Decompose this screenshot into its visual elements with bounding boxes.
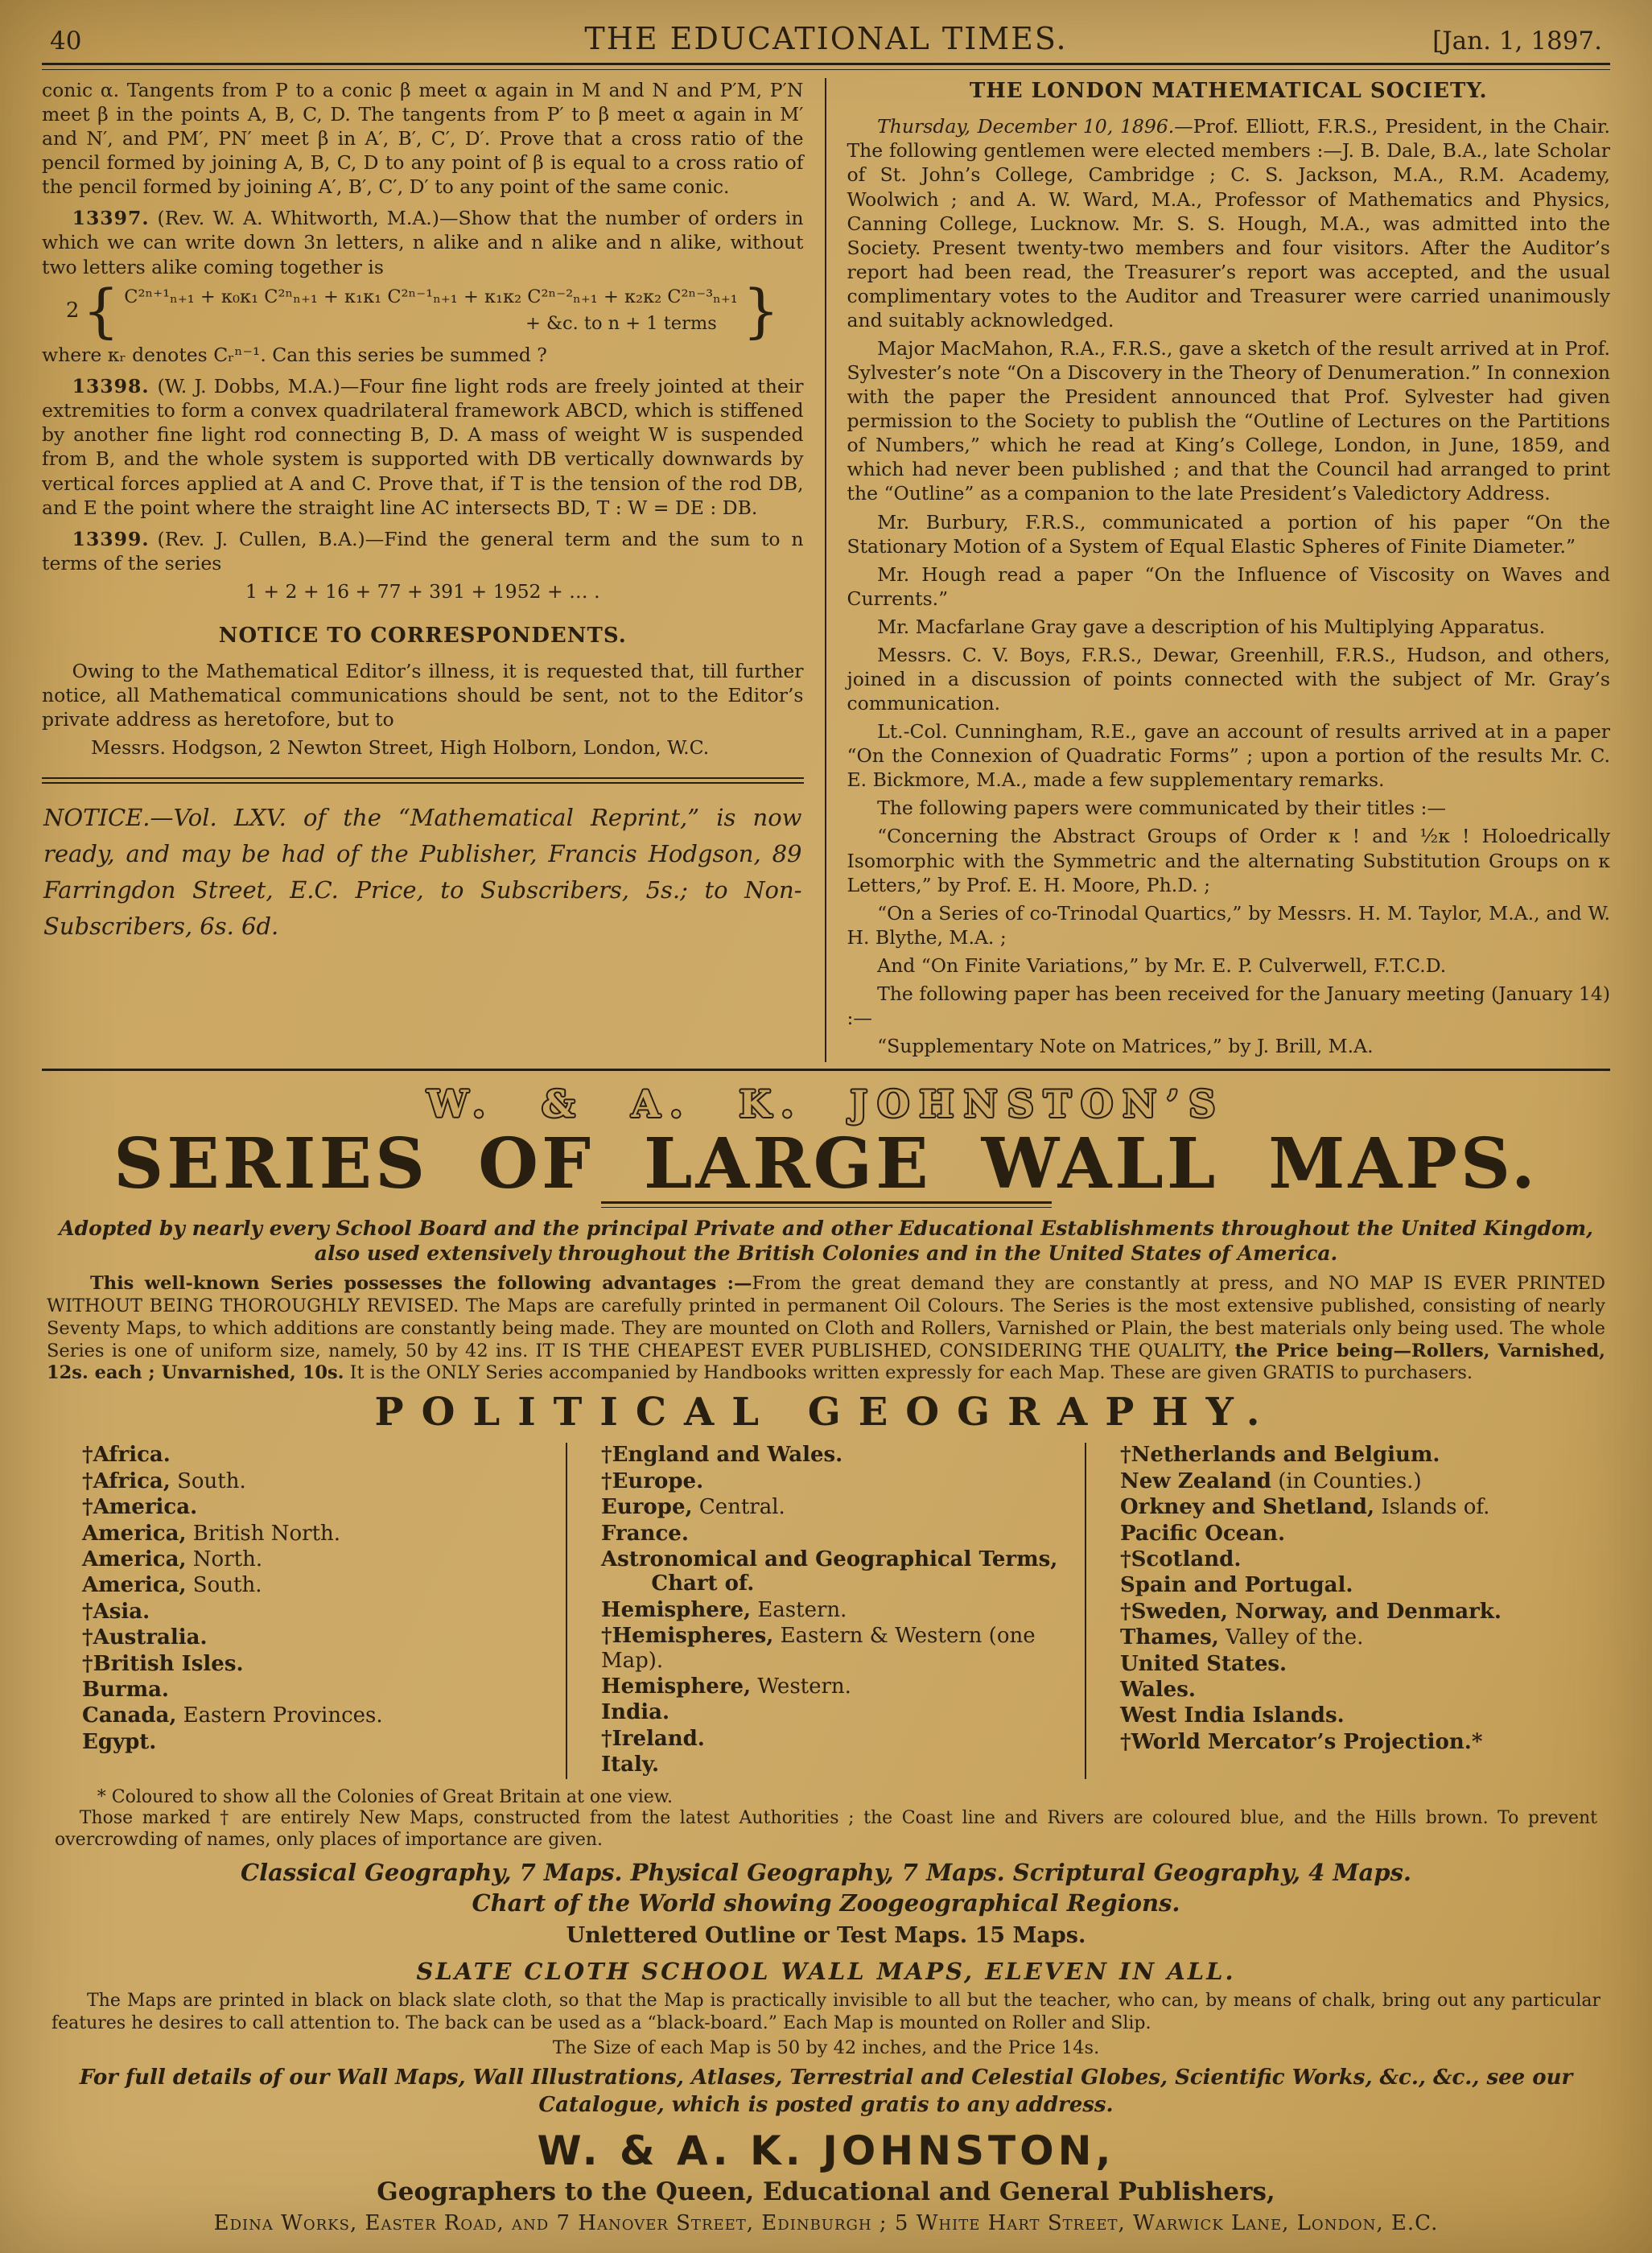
catalogue-details: For full details of our Wall Maps, Wall Illustrations, Atlases, Terrestrial and Celestial Globes, Scientific Works, &c., &c., see our Catalogue, which is posted gratis to any address. — [79, 2066, 1573, 2118]
paragraph-text: —Prof. Elliott, F.R.S., President, in the Chair. The following gentlemen were elected members :—J. B. Dale, B.A., late Scholar of St. John’s College, Cambridge ; C. S. Jackson, M.A., R.M. Academy, Woolwich ; and A. W. Ward, M.A., Professor of Mathematics and Physics, Canning College, Lucknow. Mr. S. S. Hough, M.A., was admitted into the Society. Present twenty-two members and four visitors. After the Auditor’s report had been read, the Treasurer’s report was accepted, and the usual complimentary votes to the Auditor and Treasurer were carried unanimously and suitably acknowledged. — [847, 115, 1610, 332]
map-item — [601, 1674, 1075, 1699]
map-name: †World Mercator’s Projection.* — [1120, 1729, 1483, 1754]
map-qualifier: Eastern Provinces. — [183, 1703, 383, 1728]
map-item — [82, 1703, 556, 1728]
map-name: West India Islands. — [1120, 1703, 1345, 1728]
map-name: Europe, — [601, 1495, 693, 1520]
lms-paragraph — [847, 824, 1611, 896]
lms-paragraph — [847, 719, 1611, 792]
map-qualifier: Eastern. — [757, 1597, 847, 1622]
map-name: †Africa, — [82, 1468, 171, 1493]
map-name: †Ireland. — [601, 1726, 705, 1751]
left-column — [42, 78, 826, 1062]
map-name: †Scotland. — [1120, 1547, 1242, 1571]
map-name: †Europe. — [601, 1468, 704, 1493]
lms-heading: THE LONDON MATHEMATICAL SOCIETY. — [969, 79, 1488, 103]
map-name: †British Isles. — [82, 1651, 244, 1676]
publication-title: THE EDUCATIONAL TIMES. — [584, 21, 1068, 56]
paragraph-text: Mr. Hough read a paper “On the Influence of Viscosity on Waves and Currents.” — [847, 562, 1610, 610]
page-number: 40 — [50, 27, 82, 56]
map-item — [82, 1547, 556, 1571]
problem-number: 13397. — [72, 207, 150, 230]
problem-statement — [42, 527, 804, 575]
problem-text: (Rev. J. Cullen, B.A.)—Find the general term and the sum to n terms of the series — [42, 527, 804, 575]
map-name: Burma. — [82, 1677, 169, 1702]
paragraph-text: “Concerning the Abstract Groups of Order κ ! and ½κ ! Holoedrically Isomorphic with the Symmetric and the alternating Substitution Groups on κ Letters,” by Prof. E. H. Moore, Ph.D. ; — [847, 825, 1610, 896]
advantages-price: the Price being—Rollers, Varnished, 12s. each ; Unvarnished, 10s. — [47, 1340, 1606, 1384]
map-name: America, — [82, 1547, 187, 1571]
problem-13398 — [42, 374, 804, 519]
map-qualifier: South. — [192, 1573, 262, 1598]
notice-correspondents-address: Messrs. Hodgson, 2 Newton Street, High Holborn, London, W.C. — [91, 736, 710, 760]
map-item — [601, 1469, 1075, 1493]
map-item — [82, 1652, 556, 1676]
map-item — [82, 1443, 556, 1467]
map-item — [1120, 1703, 1594, 1728]
map-name: Hemisphere, — [601, 1597, 752, 1622]
formula-coefficient: 2 — [65, 298, 80, 323]
lms-paragraph — [847, 643, 1611, 715]
lms-paragraph — [847, 982, 1611, 1030]
right-column — [826, 78, 1611, 1062]
problem-text: (Rev. W. A. Whitworth, M.A.)—Show that the number of orders in which we can write down 3n letters, n alike and n alike and n alike, without two letters alike coming together is — [42, 207, 804, 278]
map-name: †Sweden, Norway, and Denmark. — [1120, 1599, 1502, 1624]
map-item — [601, 1547, 1075, 1596]
issue-date: [Jan. 1, 1897. — [1432, 27, 1602, 56]
map-name: Egypt. — [82, 1729, 157, 1754]
map-item — [1120, 1678, 1594, 1702]
problem-statement — [42, 374, 804, 519]
map-item — [1120, 1730, 1594, 1754]
map-qualifier: Eastern & Western (one Map). — [601, 1624, 1036, 1673]
lms-paragraph — [847, 901, 1611, 949]
left-column-divider-rule — [42, 777, 804, 784]
map-item — [1120, 1495, 1594, 1519]
map-name: Canada, — [82, 1703, 177, 1728]
advantages-paragraph — [47, 1273, 1605, 1385]
advantages-lead: This well-known Series possesses the following advantages :— — [90, 1272, 752, 1294]
problem-13399 — [42, 527, 804, 603]
map-qualifier: North. — [192, 1547, 263, 1571]
lms-paragraph — [847, 1034, 1611, 1058]
lms-paragraph — [847, 336, 1611, 506]
map-item — [82, 1522, 556, 1546]
paragraph-text: Mr. Burbury, F.R.S., communicated a portion of his paper “On the Stationary Motion of a System of Equal Elastic Spheres of Finite Diameter.” — [847, 510, 1610, 558]
formula-line-2: + &c. to n + 1 terms — [525, 313, 717, 335]
map-name: Astronomical and Geographical Terms, — [601, 1547, 1058, 1571]
map-name: New Zealand — [1120, 1468, 1271, 1493]
map-name: †Asia. — [82, 1599, 150, 1624]
map-item — [82, 1573, 556, 1597]
map-item — [601, 1700, 1075, 1724]
political-geography-heading: POLITICAL GEOGRAPHY. — [374, 1390, 1278, 1435]
problem-tail: where κᵣ denotes Cᵣⁿ⁻¹. Can this series be summed ? — [42, 344, 547, 367]
masthead-rule — [42, 63, 1610, 70]
map-name-line-2: Chart of. — [651, 1571, 755, 1596]
paragraph-text: The following paper has been received for the January meeting (January 14) :— — [847, 982, 1610, 1029]
advantages-body-1: From the great demand they are constantly at press, and NO MAP IS EVER PRINTED WITHOUT BEING THOROUGHLY REVISED. The Maps are carefully printed in permanent Oil Colours. The Series is the most extensive published, consisting of nearly Seventy Maps, to which additions are constantly being made. They are mounted on Cloth and Rollers, Varnished or Plain, the best materials only being used. The whole Series is one of uniform size, namely, 50 by 42 ins. IT IS THE CHEAPEST EVER PUBLISHED, CONSIDERING THE QUALITY, — [47, 1272, 1605, 1361]
paragraph-text: Lt.-Col. Cunningham, R.E., gave an account of results arrived at in a paper “On the Connexion of Quadratic Forms” ; upon a portion of the results Mr. C. E. Bickmore, M.A., made a few supplementary remarks. — [847, 720, 1610, 792]
map-item — [82, 1730, 556, 1754]
map-item — [601, 1443, 1075, 1467]
map-item — [601, 1753, 1075, 1777]
map-item — [601, 1598, 1075, 1622]
section-separator-rule — [42, 1069, 1610, 1071]
map-name: France. — [601, 1521, 689, 1546]
meeting-date-lead: Thursday, December 10, 1896. — [877, 115, 1175, 138]
main-columns — [42, 78, 1610, 1062]
footnote-new-maps: Those marked † are entirely New Maps, constructed from the latest Authorities ; the Coast line and Rivers are coloured blue, and the Hills brown. To prevent overcrowding of names, only places of importance are given. — [55, 1808, 1597, 1851]
map-item — [1120, 1547, 1594, 1571]
paragraph-text: And “On Finite Variations,” by Mr. E. P. Culverwell, F.T.C.D. — [877, 954, 1447, 977]
map-column-3 — [1085, 1443, 1604, 1778]
map-item — [1120, 1469, 1594, 1493]
paragraph-text: “On a Series of co-Trinodal Quartics,” by Messrs. H. M. Taylor, M.A., and W. H. Blythe, M.A. ; — [847, 901, 1610, 949]
paragraph-text: The following papers were communicated by their titles :— — [877, 797, 1446, 820]
lms-paragraphs — [847, 114, 1611, 1058]
map-name: Italy. — [601, 1753, 660, 1777]
map-item — [1120, 1625, 1594, 1650]
paragraph-text: Messrs. C. V. Boys, F.R.S., Dewar, Greenhill, F.R.S., Hudson, and others, joined in a discussion of points connected with the subject of Mr. Gray’s communication. — [847, 643, 1610, 715]
slate-cloth-text: The Maps are printed in black on black slate cloth, so that the Map is practically invisible to all but the teacher, who can, by means of chalk, bring out any particular features he desires to call attention to. The back can be used as a “black-board.” Each Map is mounted on Roller and Slip. — [51, 1991, 1601, 2033]
map-item — [601, 1495, 1075, 1519]
adopted-text: Adopted by nearly every School Board and the principal Private and other Educational Establishments throughout the United Kingdom, also used extensively throughout the British Colonies and in the United States of America. — [59, 1216, 1593, 1266]
map-item — [82, 1469, 556, 1493]
notice-volume-paragraph: NOTICE.—Vol. LXV. of the “Mathematical Reprint,” is now ready, and may be had of the Publisher, Francis Hodgson, 89 Farringdon Street, E.C. Price, to Subscribers, 5s.; to Non-Subscribers, 6s. 6d. — [43, 804, 802, 941]
firm-name: W. & A. K. JOHNSTON, — [537, 2127, 1115, 2175]
close-brace: } — [742, 276, 780, 344]
map-item — [601, 1624, 1075, 1673]
map-qualifier: Valley of the. — [1226, 1625, 1364, 1650]
lms-paragraph — [847, 510, 1611, 558]
lms-paragraph — [847, 615, 1611, 639]
footnote-colonies: * Coloured to show all the Colonies of Great Britain at one view. — [97, 1786, 674, 1807]
map-item — [82, 1625, 556, 1650]
problem-13397 — [42, 206, 804, 367]
firm-address: Edina Works, Easter Road, and 7 Hanover Street, Edinburgh ; 5 White Hart Street, Warwick Lane, London, E.C. — [213, 2211, 1439, 2236]
map-item — [1120, 1573, 1594, 1597]
map-qualifier: (in Counties.) — [1278, 1468, 1422, 1493]
map-item — [601, 1522, 1075, 1546]
map-name: America, — [82, 1573, 187, 1598]
problem-number: 13398. — [72, 375, 150, 398]
problem-statement — [42, 206, 804, 278]
map-item — [601, 1727, 1075, 1751]
map-column-2 — [566, 1443, 1085, 1778]
other-geography-series: Classical Geography, 7 Maps. Physical Geography, 7 Maps. Scriptural Geography, 4 Maps. Chart of the World showing Zoogeographical Regions. — [241, 1859, 1411, 1917]
map-name: Orkney and Shetland, — [1120, 1495, 1375, 1520]
map-qualifier: British North. — [192, 1521, 341, 1546]
map-qualifier: South. — [177, 1468, 246, 1493]
formula-13397 — [42, 276, 804, 344]
slate-size-price: The Size of each Map is 50 by 42 inches, and the Price 14s. — [552, 2037, 1100, 2059]
advantages-body-2: It is the ONLY Series accompanied by Handbooks written expressly for each Map. These are given GRATIS to purchasers. — [344, 1362, 1473, 1384]
map-list — [48, 1443, 1604, 1778]
map-name: Hemisphere, — [601, 1674, 752, 1699]
lms-paragraph — [847, 114, 1611, 332]
problem-number: 13399. — [72, 527, 150, 550]
formula-lines — [119, 284, 742, 339]
map-item — [1120, 1443, 1594, 1467]
map-item — [82, 1495, 556, 1519]
series-expression: 1 + 2 + 16 + 77 + 391 + 1952 + … . — [245, 579, 600, 603]
problem-text: (W. J. Dobbs, M.A.)—Four fine light rods are freely jointed at their extremities to form a convex quadrilateral framework ABCD, which is stiffened by another fine light rod connecting B, D. A mass of weight W is suspended from B, and the whole system is supported with DB vertically downwards by vertical forces applied at A and C. Prove that, if T is the tension of the rod DB, and E the point where the straight line AC intersects BD, T : W = DE : DB. — [42, 375, 804, 519]
map-name: †Hemispheres, — [601, 1624, 774, 1649]
conic-continuation-paragraph: conic α. Tangents from P to a conic β meet α again in M and N and P′M, P′N meet β in the points A, B, C, D. The tangents from P′ to β meet α again in M′ and N′, and PM′, PN′ meet β in A′, B′, C′, D′. Prove that a cross ratio of the pencil formed by joining A, B, C, D to any point of β is equal to a cross ratio of the pencil formed by joining A′, B′, C′, D′ to any point of the same conic. — [42, 79, 804, 199]
slate-cloth-heading: SLATE CLOTH SCHOOL WALL MAPS, ELEVEN IN ALL. — [416, 1958, 1236, 1986]
map-name: Spain and Portugal. — [1120, 1573, 1353, 1598]
lms-paragraph — [847, 796, 1611, 820]
map-name: Thames, — [1120, 1625, 1219, 1650]
firm-subtitle: Geographers to the Queen, Educational and General Publishers, — [377, 2177, 1275, 2207]
map-item — [82, 1678, 556, 1702]
formula-line-1: C²ⁿ⁺¹ₙ₊₁ + κ₀κ₁ C²ⁿₙ₊₁ + κ₁κ₁ C²ⁿ⁻¹ₙ₊₁ + κ₁κ₂ C²ⁿ⁻²ₙ₊₁ + κ₂κ₂ C²ⁿ⁻³ₙ₊₁ — [124, 286, 738, 307]
open-brace: { — [82, 276, 120, 344]
map-name: United States. — [1120, 1651, 1287, 1676]
notice-correspondents-heading: NOTICE TO CORRESPONDENTS. — [218, 623, 627, 648]
map-name: †England and Wales. — [601, 1443, 843, 1468]
map-name: †Australia. — [82, 1625, 208, 1650]
map-item — [1120, 1600, 1594, 1624]
advertisement — [42, 1082, 1610, 2235]
map-column-1 — [48, 1443, 566, 1778]
lms-paragraph — [847, 562, 1611, 611]
paragraph-text: Major MacMahon, R.A., F.R.S., gave a sketch of the result arrived at in Prof. Sylvester’s note “On a Discovery in the Theory of Denumeration.” In connexion with the paper the President announced that Prof. Sylvester had given permission to the Society to publish the “Outline of Lectures on the Partitions of Numbers,” which he read at King’s College, London, in June, 1859, and which had never been published ; and that the Council had arranged to print the “Outline” as a companion to the late President’s Valedictory Address. — [847, 336, 1610, 505]
map-name: †Africa. — [82, 1443, 171, 1468]
map-qualifier: Central. — [698, 1495, 785, 1520]
ad-title: SERIES OF LARGE WALL MAPS. — [113, 1123, 1539, 1205]
map-item — [82, 1600, 556, 1624]
map-name: America, — [82, 1521, 187, 1546]
map-item — [1120, 1652, 1594, 1676]
outline-test-maps: Unlettered Outline or Test Maps. 15 Maps. — [566, 1923, 1086, 1949]
notice-correspondents-body: Owing to the Mathematical Editor’s illness, it is requested that, till further notice, all Mathematical communications should be sent, not to the Editor’s private address as heretofore, but to — [42, 660, 804, 731]
map-name: †Netherlands and Belgium. — [1120, 1443, 1440, 1468]
paragraph-text: “Supplementary Note on Matrices,” by J. Brill, M.A. — [877, 1035, 1374, 1058]
map-name: Pacific Ocean. — [1120, 1521, 1286, 1546]
paragraph-text: Mr. Macfarlane Gray gave a description of his Multiplying Apparatus. — [877, 615, 1546, 638]
lms-paragraph — [847, 954, 1611, 978]
map-name: India. — [601, 1700, 670, 1725]
map-name: †America. — [82, 1495, 198, 1520]
map-qualifier: Islands of. — [1381, 1495, 1490, 1520]
map-qualifier: Western. — [757, 1674, 851, 1699]
map-item — [1120, 1522, 1594, 1546]
map-name: Wales. — [1120, 1677, 1196, 1702]
masthead — [42, 19, 1610, 63]
brand-possessive: W. & A. K. JOHNSTON’S — [426, 1082, 1226, 1126]
